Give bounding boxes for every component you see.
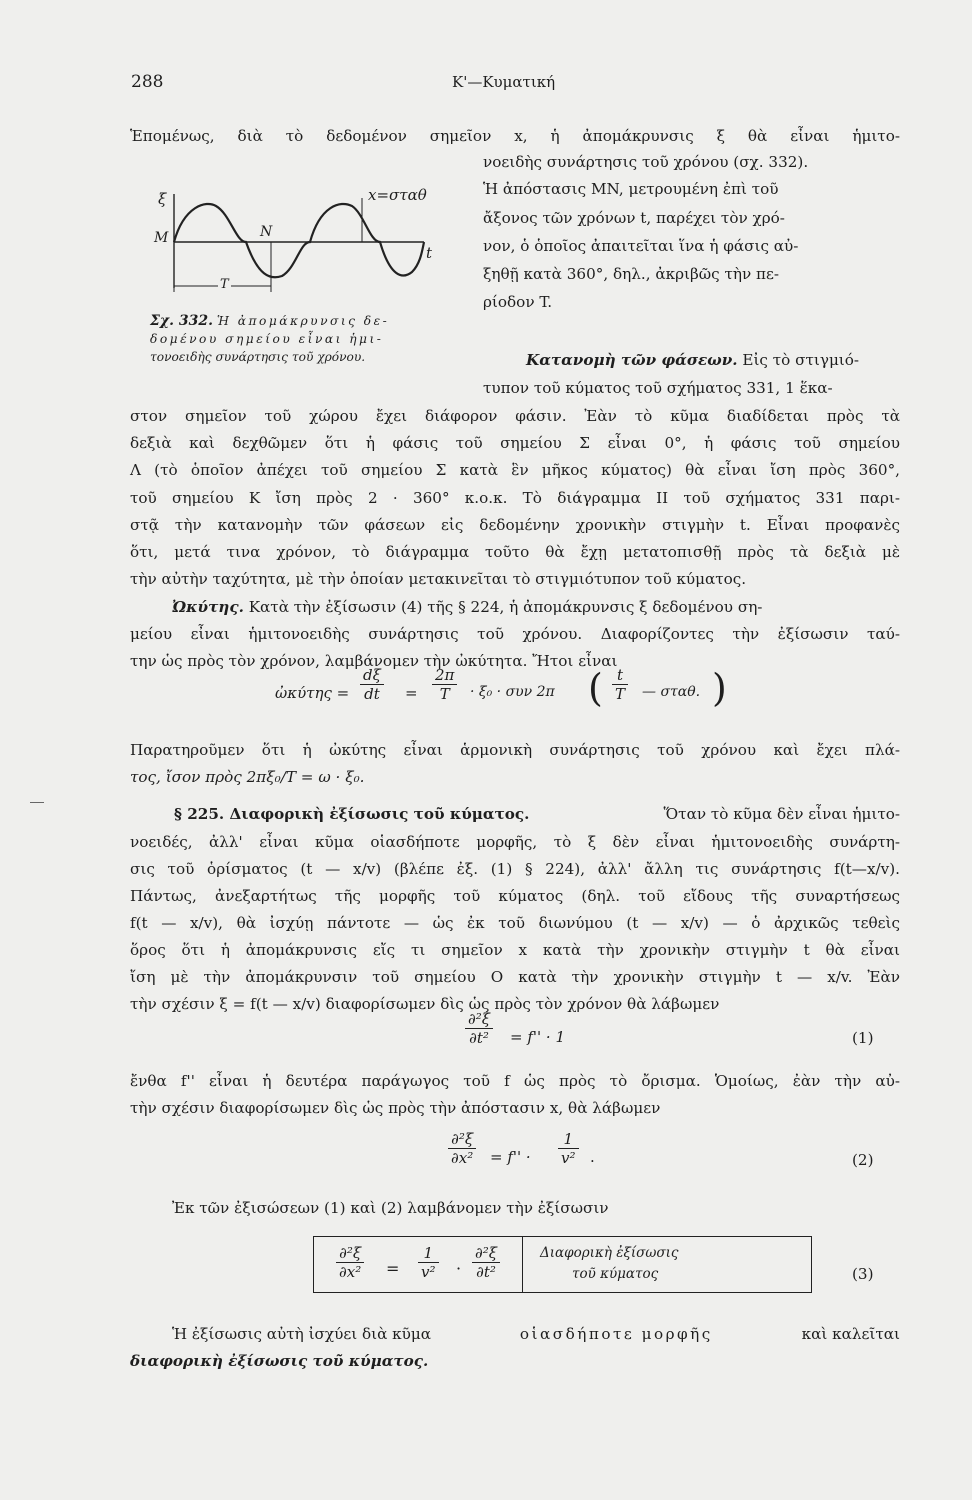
page-number: 288 (131, 72, 164, 92)
axis-label-xi: ξ (158, 190, 167, 208)
equation-rhs: = f'' · 1 (510, 1028, 565, 1046)
equation-rhs: = f'' · (490, 1148, 531, 1166)
equation-number: (2) (852, 1151, 874, 1169)
figure-caption-line: δομένου σημείου εἶναι ἡμι- (150, 332, 384, 346)
text-line: στον σημεῖον τοῦ χώρου ἔχει διάφορον φάσιν. Ἐὰν τὸ κῦμα διαδίδεται πρὸς τὰ (130, 407, 900, 425)
text-span: καὶ καλεῖται (801, 1325, 900, 1343)
axis-label-t: t (426, 244, 433, 262)
point-label-m: M (154, 230, 169, 246)
frac-num: 2π (435, 666, 455, 684)
running-title: Κ'—Κυματική (452, 73, 556, 91)
section-heading: Κατανομὴ τῶν φάσεων. (526, 351, 738, 369)
text-line: νοειδές, ἀλλ' εἶναι κῦμα οἱασδήποτε μορφῆς, τὸ ξ δὲν εἶναι ἡμιτονοειδὴς συνάρτη- (130, 833, 900, 851)
frac-num: 1 (423, 1244, 434, 1262)
text-line: ἄξονος τῶν χρόνων t, παρέχει τὸν χρό- (483, 209, 785, 227)
text-line (172, 1322, 900, 1346)
fraction-d2xi-dx2 (448, 1130, 476, 1167)
frac-num: dξ (363, 666, 381, 684)
caption-text: Ἡ ἀπομάκρυνσις δε- (216, 314, 390, 328)
dot-operator: · (456, 1259, 462, 1278)
label-x-const: x=σταθ (368, 186, 427, 204)
text-line: τοῦ σημείου K ἴση πρὸς 2 · 360° κ.ο.κ. Τὸ διάγραμμα II τοῦ σχήματος 331 παρι- (130, 489, 900, 507)
text-line: ὅρος ὅτι ἡ ἀπομάκρυνσις εἴς τι σημεῖον x κατὰ τὴν χρονικὴν στιγμὴν t θὰ εἶναι (130, 941, 900, 959)
frac-den: T (439, 685, 450, 703)
fraction-1-v2 (418, 1244, 439, 1281)
frac-den: ∂x² (451, 1149, 474, 1167)
equals-sign: = (405, 684, 418, 702)
text-span: Κατὰ τὴν ἐξίσωσιν (4) τῆς § 224, ἡ ἀπομάκρυνσις ξ δεδομένου ση- (248, 598, 763, 616)
section-heading: § 225. Διαφορικὴ ἐξίσωσις τοῦ κύματος. (174, 805, 530, 823)
figure-332 (150, 180, 450, 300)
fraction-d2xi-dt2 (465, 1010, 493, 1047)
point-label-n: N (260, 224, 273, 240)
text-line: Ἑπομένως, διὰ τὸ δεδομένον σημεῖον x, ἡ ἀπομάκρυνσις ξ θὰ εἶναι ἡμιτο- (130, 127, 900, 145)
equation-label: τοῦ κύματος (572, 1266, 659, 1282)
text-line: ρίοδον T. (483, 293, 553, 311)
fraction-2pi-T (432, 666, 457, 703)
text-span: οἱασδήποτε μορφῆς (519, 1325, 713, 1343)
text-line (130, 802, 900, 826)
equation-label: Διαφορικὴ ἐξίσωσις (540, 1245, 679, 1261)
text-line: ἴση μὲ τὴν ἀπομάκρυνσιν τοῦ σημείου O κατὰ τὴν χρονικὴν στιγμὴν t — x/v. Ἐὰν (130, 968, 900, 986)
text-line: νοειδὴς συνάρτησις τοῦ χρόνου (σχ. 332). (483, 153, 809, 171)
left-paren: ( (588, 666, 603, 710)
text-span: Ἡ ἐξίσωσις αὐτὴ ἰσχύει διὰ κῦμα (172, 1325, 432, 1343)
frac-num: ∂²ξ (339, 1244, 362, 1262)
equation-number: (1) (852, 1029, 874, 1047)
text-line: τὴν αὐτὴν ταχύτητα, μὲ τὴν ὁποίαν μετακινεῖται τὸ στιγμιότυπον τοῦ κύματος. (130, 570, 747, 588)
figure-caption-line: τονοειδὴς συνάρτησις τοῦ χρόνου. (150, 350, 366, 364)
text-line: δεξιὰ καὶ δεχθῶμεν ὅτι ἡ φάσις τοῦ σημείου Σ εἶναι 0°, ἡ φάσις τοῦ σημείου (130, 434, 900, 452)
equation-period: . (590, 1148, 595, 1166)
frac-den: ∂x² (339, 1263, 362, 1281)
frac-num: t (616, 666, 624, 684)
text-line: την ὡς πρὸς τὸν χρόνον, λαμβάνομεν τὴν ὠκύτητα. Ἤτοι εἶναι (130, 652, 618, 670)
text-line: Παρατηροῦμεν ὅτι ἡ ὠκύτης εἶναι ἁρμονικὴ συνάρτησις τοῦ χρόνου καὶ ἔχει πλά- (130, 741, 900, 759)
fraction-t-T (612, 666, 628, 703)
text-line: σις τοῦ ὁρίσματος (t — x/v) (βλέπε ἐξ. (1) § 224), ἀλλ' ἄλλη τις συνάρτησις f(t—x/v). (130, 860, 900, 878)
text-line: Πάντως, ἀνεξαρτήτως τῆς μορφῆς τοῦ κύματος (δηλ. τοῦ εἴδους τῆς συναρτήσεως (130, 887, 900, 905)
figure-caption-line (150, 313, 389, 330)
frac-den: v² (561, 1149, 576, 1167)
frac-num: ∂²ξ (451, 1130, 474, 1148)
section-heading: Ὠκύτης. (172, 598, 244, 616)
fraction-d2xi-dx2 (336, 1244, 364, 1281)
text-span: Εἰς τὸ στιγμιό- (742, 351, 860, 369)
frac-num: ∂²ξ (468, 1010, 491, 1028)
right-paren: ) (712, 666, 727, 710)
equals-sign: = (386, 1259, 400, 1278)
text-span (130, 595, 762, 619)
text-line: μείου εἶναι ἡμιτονοειδὴς συνάρτησις τοῦ χρόνου. Διαφορίζοντες τὴν ἐξίσωσιν ταύ- (130, 625, 900, 643)
text-line: στᾷ τὴν κατανομὴν τῶν φάσεων εἰς δεδομένην χρονικὴν στιγμὴν t. Εἶναι προφανὲς (130, 516, 900, 534)
period-label: T (220, 277, 229, 292)
text-line (130, 595, 900, 619)
text-line: ξηθῇ κατὰ 360°, δηλ., ἀκριβῶς τὴν πε- (483, 265, 780, 283)
text-line: τὴν σχέσιν ξ = f(t — x/v) διαφορίσωμεν δὶς ὡς πρὸς τὸν χρόνον θὰ λάβωμεν (130, 995, 720, 1013)
text-line: νον, ὁ ὁποῖος ἀπαιτεῖται ἵνα ἡ φάσις αὐ- (483, 237, 799, 255)
text-line: τὴν σχέσιν διαφορίσωμεν δὶς ὡς πρὸς τὴν ἀπόστασιν x, θὰ λάβωμεν (130, 1099, 661, 1117)
equation-lhs: ὠκύτης = (275, 684, 350, 702)
caption-label: Σχ. 332. (150, 313, 213, 329)
frac-num: 1 (563, 1130, 574, 1148)
text-line (526, 348, 859, 372)
margin-mark (30, 802, 44, 803)
frac-den: v² (421, 1263, 436, 1281)
fraction-d2xi-dt2 (472, 1244, 500, 1281)
text-line: ὅτι, μετά τινα χρόνον, τὸ διάγραμμα τοῦτο θὰ ἔχῃ μετατοπισθῇ πρὸς τὰ δεξιὰ μὲ (130, 543, 900, 561)
text-span: Ὅταν τὸ κῦμα δὲν εἶναι ἡμιτο- (663, 805, 900, 823)
text-line: f(t — x/v), θὰ ἰσχύῃ πάντοτε — ὡς ἐκ τοῦ διωνύμου (t — x/v) — ὁ ἀρχικῶς τεθεὶς (130, 914, 900, 932)
equation-number: (3) (852, 1265, 874, 1283)
text-line: τυπον τοῦ κύματος τοῦ σχήματος 331, 1 ἕκα- (483, 379, 833, 397)
frac-den: ∂t² (476, 1263, 496, 1281)
equation-middle: · ξ₀ · συν 2π (470, 684, 555, 700)
text-line: ἔνθα f'' εἶναι ἡ δευτέρα παράγωγος τοῦ f ὡς πρὸς τὸ ὄρισμα. Ὁμοίως, ἐὰν τὴν αὐ- (130, 1072, 900, 1090)
frac-den: T (615, 685, 626, 703)
text-line: Ἡ ἀπόστασις MN, μετρουμένη ἐπὶ τοῦ (483, 180, 779, 198)
fraction-1-v2 (558, 1130, 579, 1167)
text-line: Λ (τὸ ὁποῖον ἀπέχει τοῦ σημείου Σ κατὰ ἓν μῆκος κύματος) θὰ εἶναι ἴση πρὸς 360°, (130, 461, 900, 479)
equation-tail: — σταθ. (642, 684, 701, 700)
text-line: τος, ἴσον πρὸς 2πξ₀/T = ω · ξ₀. (130, 768, 365, 786)
frac-den: ∂t² (469, 1029, 489, 1047)
box-divider (522, 1237, 523, 1292)
fraction-dxi-dt (360, 666, 384, 703)
text-line: διαφορικὴ ἐξίσωσις τοῦ κύματος. (130, 1352, 429, 1370)
frac-num: ∂²ξ (475, 1244, 498, 1262)
frac-den: dt (364, 685, 380, 703)
text-line: Ἐκ τῶν ἐξισώσεων (1) καὶ (2) λαμβάνομεν τὴν ἐξίσωσιν (172, 1199, 609, 1217)
